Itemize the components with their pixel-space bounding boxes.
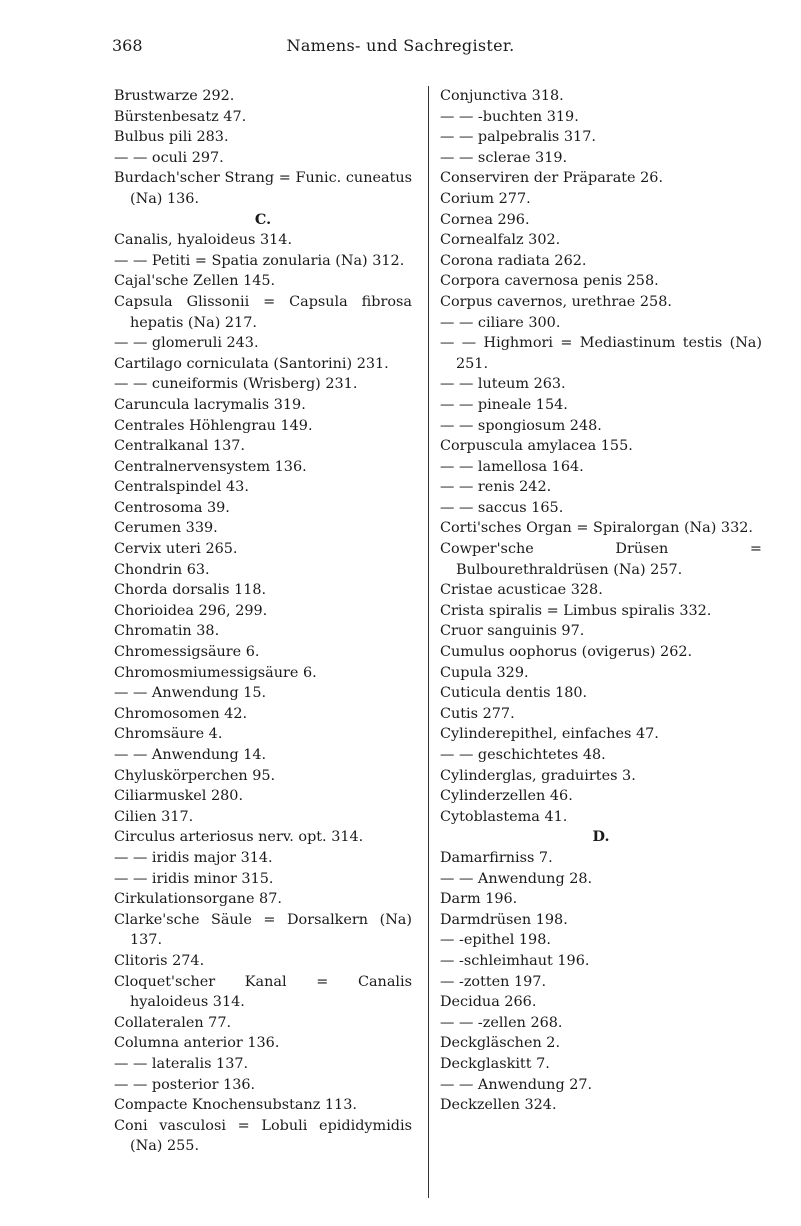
index-entry: — — ciliare 300. xyxy=(440,314,561,331)
index-entry: Darmdrüsen 198. xyxy=(440,911,568,928)
index-entry: Centralkanal 137. xyxy=(114,438,246,455)
index-entry: Bürstenbesatz 47. xyxy=(114,108,247,125)
index-entry: Cornealfalz 302. xyxy=(440,232,561,249)
index-entry: Cumulus oophorus (ovigerus) 262. xyxy=(440,644,693,661)
index-entry: Chondrin 63. xyxy=(114,561,210,578)
index-entry: — — cuneiformis (Wrisberg) 231. xyxy=(114,376,358,393)
section-letter: D. xyxy=(592,828,610,846)
index-entry: Darm 196. xyxy=(440,891,518,908)
index-entry: Cytoblastema 41. xyxy=(440,808,568,825)
index-entry: Chromsäure 4. xyxy=(114,726,223,743)
index-entry: Clitoris 274. xyxy=(114,952,205,969)
index-entry: — — -buchten 319. xyxy=(440,108,579,125)
index-entry: Conserviren der Präparate 26. xyxy=(440,170,664,187)
page-header xyxy=(0,36,801,60)
index-entry: Ciliarmuskel 280. xyxy=(114,788,244,805)
index-entry: — — lamellosa 164. xyxy=(440,458,584,475)
index-entry: — -zotten 197. xyxy=(440,973,547,990)
index-entry: Capsula Glissonii = Capsula fibrosa hepatis (Na) 217. xyxy=(114,293,412,331)
index-entry: Corona radiata 262. xyxy=(440,252,587,269)
index-entry: — -schleimhaut 196. xyxy=(440,952,590,969)
index-entry: Circulus arteriosus nerv. opt. 314. xyxy=(114,829,364,846)
index-entry: — — -zellen 268. xyxy=(440,1014,563,1031)
index-entry: — — glomeruli 243. xyxy=(114,335,259,352)
index-entry: Cajal'sche Zellen 145. xyxy=(114,273,276,290)
index-entry: Chromatin 38. xyxy=(114,623,220,640)
index-entry: — — pineale 154. xyxy=(440,396,568,413)
index-entry: — — spongiosum 248. xyxy=(440,417,602,434)
index-entry: Cirkulationsorgane 87. xyxy=(114,891,282,908)
index-entry: Cylinderzellen 46. xyxy=(440,788,573,805)
index-entry: Centrales Höhlengrau 149. xyxy=(114,417,313,434)
index-entry: — — palpebralis 317. xyxy=(440,129,596,146)
index-entry: — — iridis minor 315. xyxy=(114,870,274,887)
index-entry: Cristae acusticae 328. xyxy=(440,582,603,599)
running-title: Namens- und Sachregister. xyxy=(286,36,515,55)
index-entry: — — Petiti = Spatia zonularia (Na) 312. xyxy=(114,252,405,269)
index-entry: Cilien 317. xyxy=(114,808,194,825)
index-entry: Chyluskörperchen 95. xyxy=(114,767,276,784)
index-entry: Cloquet'scher Kanal = Canalis hyaloideus 314. xyxy=(114,973,412,1011)
index-entry: Corium 277. xyxy=(440,190,531,207)
index-entry: Decidua 266. xyxy=(440,994,537,1011)
index-entry: — -epithel 198. xyxy=(440,932,551,949)
index-entry: Collateralen 77. xyxy=(114,1014,232,1031)
index-entry: — — posterior 136. xyxy=(114,1076,256,1093)
index-entry: Cuticula dentis 180. xyxy=(440,685,588,702)
index-entry: Cylinderepithel, einfaches 47. xyxy=(440,726,659,743)
index-entry: Cerumen 339. xyxy=(114,520,218,537)
index-entry: Damarfirniss 7. xyxy=(440,849,553,866)
index-entry: — — Anwendung 28. xyxy=(440,870,593,887)
index-entry: Conjunctiva 318. xyxy=(440,88,564,104)
index-entry: Cylinderglas, graduirtes 3. xyxy=(440,767,636,784)
index-entry: — — Anwendung 15. xyxy=(114,685,267,702)
index-entry: Corti'sches Organ = Spiralorgan (Na) 332. xyxy=(440,520,753,537)
index-entry: — — iridis major 314. xyxy=(114,849,273,866)
index-entry: — — luteum 263. xyxy=(440,376,566,393)
index-entry: Cupula 329. xyxy=(440,664,529,681)
index-entry: — — Highmori = Mediastinum testis (Na) 251. xyxy=(440,335,762,372)
index-entry: Chromosmiumessigsäure 6. xyxy=(114,664,317,681)
index-column-right xyxy=(440,86,762,1116)
column-divider xyxy=(428,86,429,1198)
index-entry: Bulbus pili 283. xyxy=(114,129,229,146)
index-entry: Cornea 296. xyxy=(440,211,530,228)
index-entry: Canalis, hyaloideus 314. xyxy=(114,232,293,249)
index-entry: Cartilago corniculata (Santorini) 231. xyxy=(114,355,389,372)
index-entry: — — lateralis 137. xyxy=(114,1055,249,1072)
index-entry: — — Anwendung 27. xyxy=(440,1076,593,1093)
index-entry: Centrosoma 39. xyxy=(114,499,230,516)
index-entry: Columna anterior 136. xyxy=(114,1035,280,1052)
index-entry: Crista spiralis = Limbus spiralis 332. xyxy=(440,602,712,619)
index-entry: Centralnervensystem 136. xyxy=(114,458,307,475)
section-letter: C. xyxy=(254,210,272,228)
index-entry: Brustwarze 292. xyxy=(114,88,235,104)
index-entry: Cowper'sche Drüsen = Bulbourethraldrüsen (Na) 257. xyxy=(440,541,762,578)
index-entry: Deckglaskitt 7. xyxy=(440,1055,550,1072)
index-entry: — — renis 242. xyxy=(440,479,552,496)
index-entry: Corpuscula amylacea 155. xyxy=(440,438,633,455)
index-entry: Corpus cavernos, urethrae 258. xyxy=(440,293,672,310)
index-entry: Deckgläschen 2. xyxy=(440,1035,561,1052)
index-entry: Compacte Knochensubstanz 113. xyxy=(114,1097,357,1114)
page-number: 368 xyxy=(112,36,143,55)
index-entry: Cutis 277. xyxy=(440,705,515,722)
index-entry: Clarke'sche Säule = Dorsalkern (Na) 137. xyxy=(114,911,412,949)
index-entry: Cruor sanguinis 97. xyxy=(440,623,585,640)
index-entry: Deckzellen 324. xyxy=(440,1097,557,1114)
index-entry: Chorda dorsalis 118. xyxy=(114,582,267,599)
index-entry: Chromessigsäure 6. xyxy=(114,644,260,661)
index-entry: Caruncula lacrymalis 319. xyxy=(114,396,306,413)
index-entry: Chorioidea 296, 299. xyxy=(114,602,268,619)
index-entry: Corpora cavernosa penis 258. xyxy=(440,273,659,290)
index-entry: — — saccus 165. xyxy=(440,499,564,516)
index-entry: — — sclerae 319. xyxy=(440,149,568,166)
index-column-left xyxy=(114,86,412,1157)
index-entry: — — Anwendung 14. xyxy=(114,747,267,763)
index-entry: — — geschichtetes 48. xyxy=(440,747,606,763)
index-entry: Centralspindel 43. xyxy=(114,479,249,496)
index-entry: Chromosomen 42. xyxy=(114,705,248,722)
index-entry: — — oculi 297. xyxy=(114,149,224,166)
index-entry: Burdach'scher Strang = Funic. cuneatus (Na) 136. xyxy=(114,170,412,207)
index-entry: Cervix uteri 265. xyxy=(114,541,238,558)
index-entry: Coni vasculosi = Lobuli epididymidis (Na) 255. xyxy=(114,1117,412,1155)
